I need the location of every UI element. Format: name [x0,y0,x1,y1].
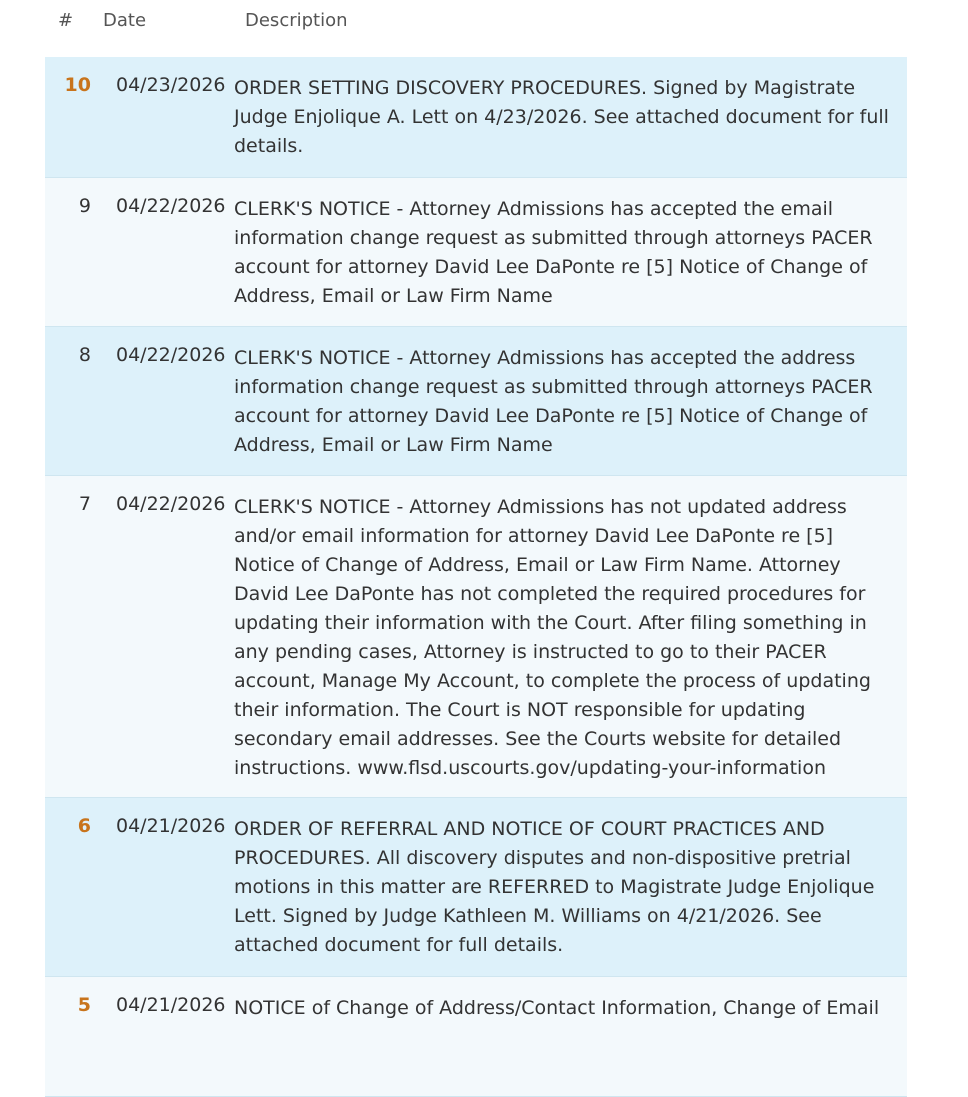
entry-date: 04/22/2026 [116,195,226,217]
entry-number: 7 [78,493,91,515]
table-row [45,476,907,798]
table-row [45,798,907,977]
column-header-number: # [58,10,74,31]
entry-description: NOTICE of Change of Address/Contact Information, Change of Email [234,997,880,1019]
entry-description: ORDER SETTING DISCOVERY PROCEDURES. Signed by Magistrate Judge Enjolique A. Lett on 4/23/2026. See attached document for full details. [234,77,889,157]
entry-description: CLERK'S NOTICE - Attorney Admissions has not updated address and/or email information for attorney David Lee DaPonte re [5] Notice of Change of Address, Email or Law Firm Name. Attorney David Lee DaPonte has not completed the required procedures for updating their information with the Court. After filing something in any pending cases, Attorney is instructed to go to their PACER account, Manage My Account, to complete the process of updating their information. The Court is NOT responsible for updating secondary email addresses. See the Courts website for detailed instructions. www.flsd.uscourts.gov/updating-your-information [234,496,871,779]
table-row [45,327,907,476]
table-row [45,977,907,1097]
entry-date: 04/22/2026 [116,344,226,366]
entry-number-link[interactable]: 6 [77,815,91,837]
entry-number-link[interactable]: 5 [77,994,91,1016]
column-header-date: Date [103,10,147,31]
table-row [45,178,907,327]
entry-number-link[interactable]: 10 [64,74,91,96]
entry-date: 04/23/2026 [116,74,226,96]
entry-description: CLERK'S NOTICE - Attorney Admissions has accepted the address information change request as submitted through attorneys PACER account for attorney David Lee DaPonte re [5] Notice of Change of Address, Email or Law Firm Name [234,347,873,456]
table-header [0,0,968,57]
entry-description: CLERK'S NOTICE - Attorney Admissions has accepted the email information change request as submitted through attorneys PACER account for attorney David Lee DaPonte re [5] Notice of Change of Address, Email or Law Firm Name [234,198,873,307]
entry-date: 04/21/2026 [116,815,226,837]
entry-number: 8 [78,344,91,366]
table-row [45,57,907,178]
column-header-description: Description [245,10,348,31]
entry-date: 04/22/2026 [116,493,226,515]
entry-description: ORDER OF REFERRAL AND NOTICE OF COURT PRACTICES AND PROCEDURES. All discovery disputes and non-dispositive pretrial motions in this matter are REFERRED to Magistrate Judge Enjolique Lett. Signed by Judge Kathleen M. Williams on 4/21/2026. See attached document for full details. [234,818,875,956]
entry-date: 04/21/2026 [116,994,226,1016]
entry-number: 9 [78,195,91,217]
docket-table [45,57,907,1019]
